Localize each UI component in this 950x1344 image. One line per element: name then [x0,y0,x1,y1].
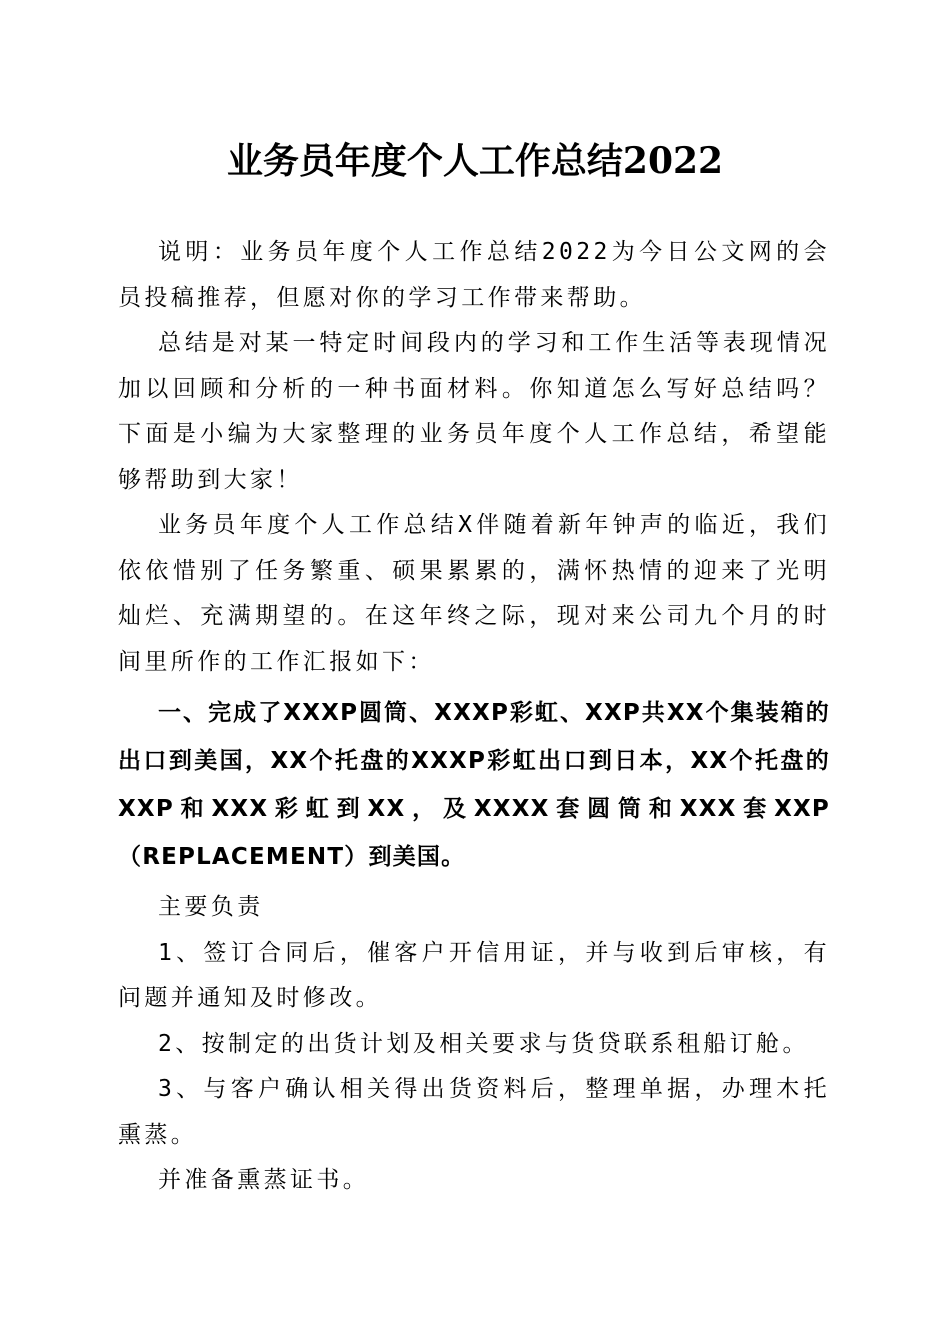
paragraph-report-opening: 业务员年度个人工作总结X伴随着新年钟声的临近，我们依依惜别了任务繁重、硕果累累的，满怀热情的迎来了光明灿烂、充满期望的。在这年终之际，现对来公司九个月的时间里所作的工作汇报如下： [118,512,830,675]
paragraph-section-one-heading: 一、完成了XXXP圆筒、XXXP彩虹、XXP共XX个集装箱的出口到美国，XX个托盘的XXXP彩虹出口到日本，XX个托盘的XXP和XXX彩虹到XX，及XXXX套圆筒和XXX套XXP（REPLACEMENT）到美国。 [118,700,830,870]
paragraph-summary-definition: 总结是对某一特定时间段内的学习和工作生活等表现情况加以回顾和分析的一种书面材料。你知道怎么写好总结吗？下面是小编为大家整理的业务员年度个人工作总结，希望能够帮助到大家！ [118,330,830,493]
paragraph-intro: 说明：业务员年度个人工作总结2022为今日公文网的会员投稿推荐，但愿对你的学习工作带来帮助。 [118,239,830,311]
paragraph-item-3: 3、与客户确认相关得出货资料后，整理单据，办理木托熏蒸。 [118,1076,830,1148]
document-title: 业务员年度个人工作总结2022 [226,140,724,182]
paragraph-fumigation-certificate: 并准备熏蒸证书。 [158,1167,370,1193]
document-body [118,230,830,1204]
paragraph-main-responsibilities: 主要负责 [158,894,264,920]
paragraph-item-1: 1、签订合同后，催客户开信用证，并与收到后审核，有问题并通知及时修改。 [118,939,830,1011]
paragraph-item-2: 2、按制定的出货计划及相关要求与货贷联系租船订舱。 [158,1030,809,1057]
